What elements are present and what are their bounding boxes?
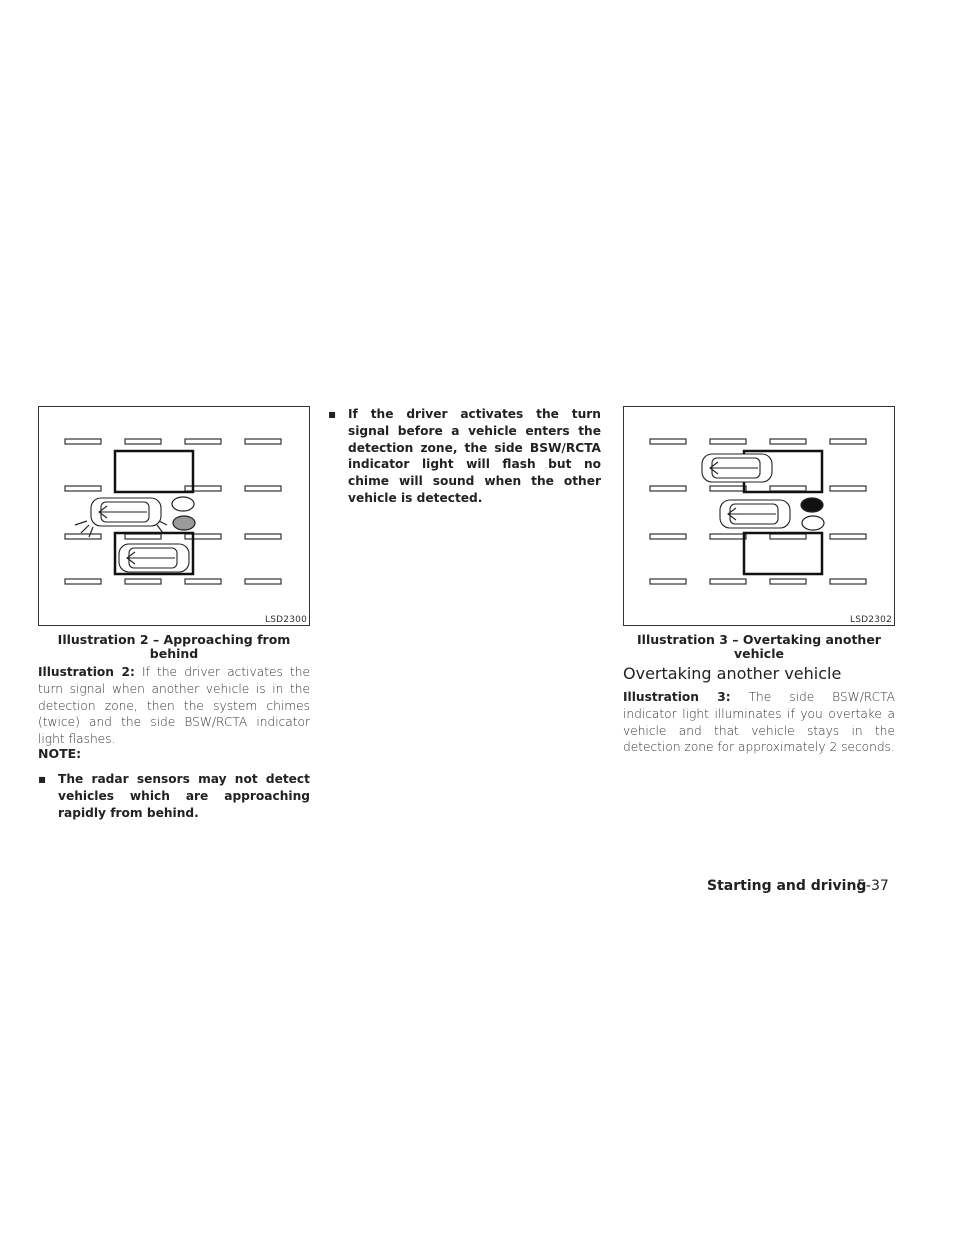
- figure-code: LSD2300: [265, 615, 307, 625]
- illustration-2-figure: [38, 406, 310, 626]
- illustration-3-label: Illustration 3:: [623, 690, 731, 704]
- note-item-1: [38, 771, 310, 821]
- illustration-2-paragraph: [38, 664, 310, 748]
- illustration-3-figure: [623, 406, 895, 626]
- illustration-2-caption: Illustration 2 – Approaching from behind: [57, 632, 291, 661]
- illustration-3-text: The side BSW/RCTA indicator light illuminates if you overtake a vehicle and that vehicle stays in the detection zone for approximately 2 seconds.: [623, 690, 896, 755]
- overtaking-diagram: [624, 407, 896, 627]
- figure-code: LSD2302: [850, 615, 892, 625]
- illustration-2-label: Illustration 2:: [38, 665, 135, 679]
- approaching-from-behind-diagram: [39, 407, 311, 627]
- section-heading: Overtaking another vehicle: [623, 664, 842, 683]
- footer-section-title: Starting and driving: [707, 878, 867, 894]
- note-heading: NOTE:: [38, 746, 82, 761]
- illustration-3-paragraph: [623, 689, 895, 756]
- illustration-3-caption: Illustration 3 – Overtaking another vehicle: [637, 632, 881, 661]
- note-item-1-text: The radar sensors may not detect vehicles which are approaching rapidly from behind.: [58, 772, 310, 820]
- bullet-icon: ▪: [328, 407, 337, 421]
- note-item-2: [328, 406, 601, 507]
- footer-page-number: 5-37: [857, 878, 889, 894]
- indicator-flashing: [173, 516, 195, 530]
- indicator-lit: [801, 498, 823, 512]
- illustration-2-text: If the driver activates the turn signal when another vehicle is in the detection zone, then the system chimes (twice) and the side BSW/RCTA indicator light flashes.: [38, 665, 311, 747]
- bullet-icon: ▪: [38, 772, 47, 786]
- note-item-2-text: If the driver activates the turn signal before a vehicle enters the detection zone, the side BSW/RCTA indicator light will flash but no chime will sound when the other vehicle is detected.: [348, 407, 601, 505]
